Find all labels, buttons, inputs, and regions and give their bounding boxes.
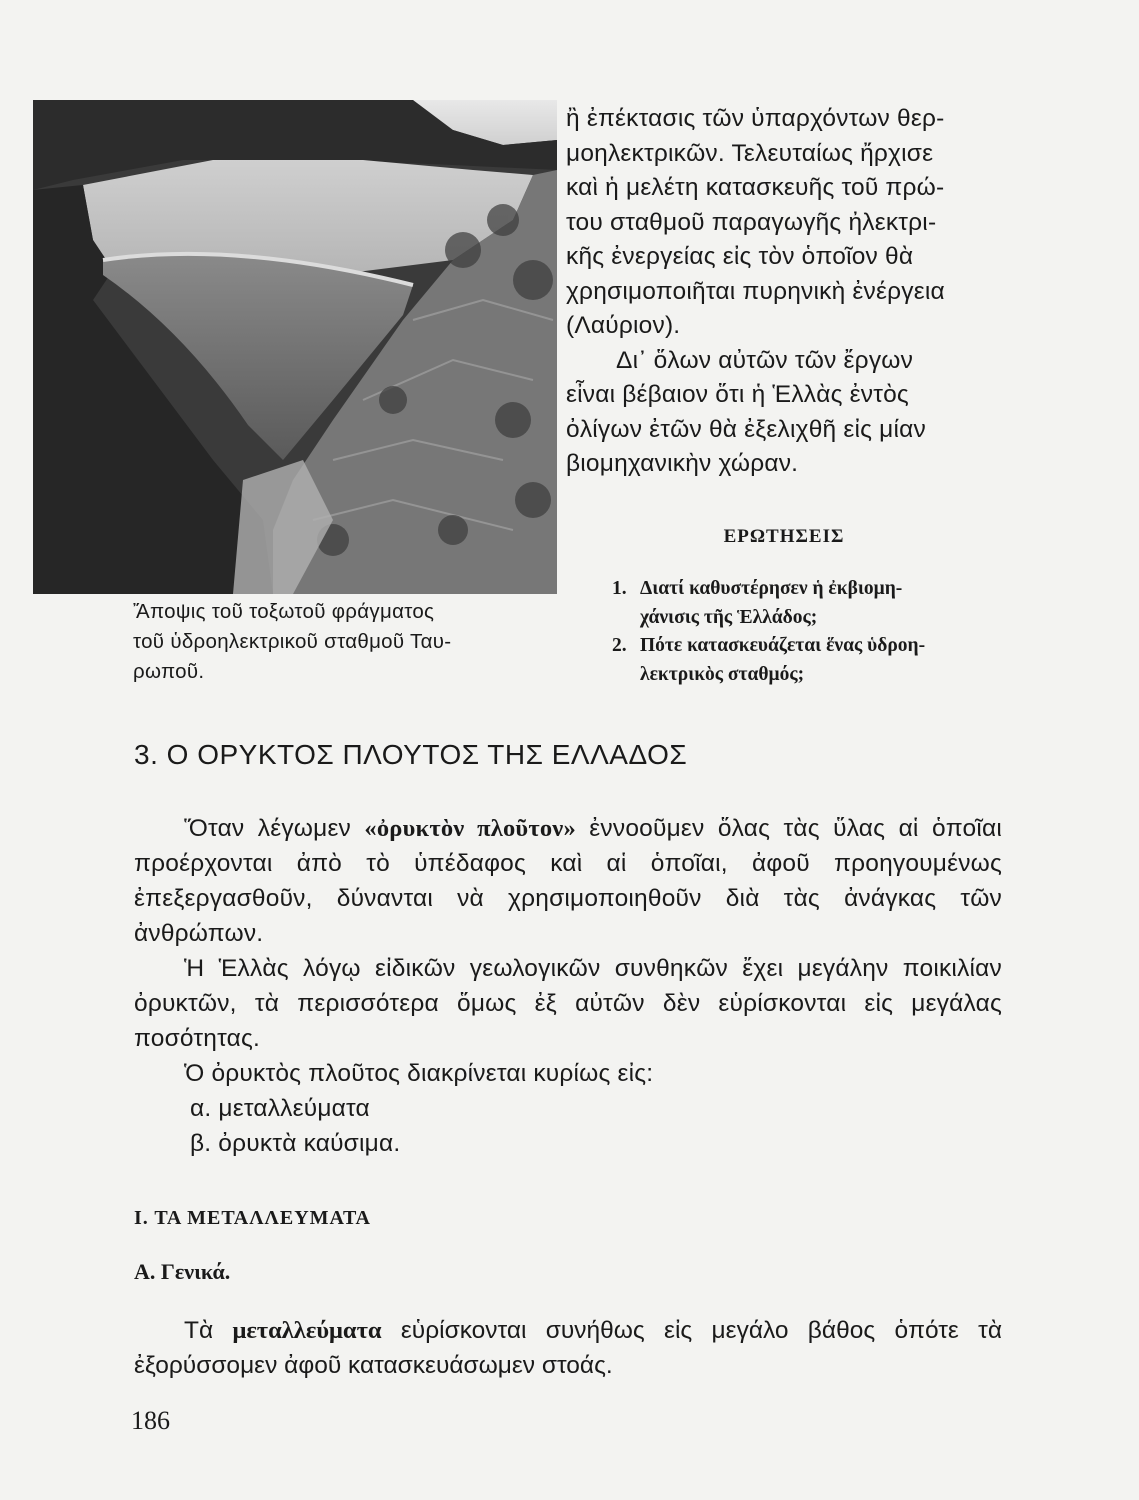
- final-paragraph: [134, 1313, 1002, 1383]
- questions-list: [612, 575, 1012, 689]
- question-number: 1.: [612, 578, 627, 599]
- dam-photo-image: [33, 100, 557, 594]
- caption-line: Ἄποψις τοῦ τοξωτοῦ φράγματος: [133, 600, 435, 623]
- paragraph: [134, 1313, 1002, 1383]
- list-item: α. μεταλλεύματα: [190, 1095, 370, 1122]
- subsection-heading: Ι. ΤΑ ΜΕΤΑΛΛΕΥΜΑΤΑ: [134, 1207, 371, 1229]
- paragraph: Ἡ Ἑλλὰς λόγῳ εἰδικῶν γεωλογικῶν συνθηκῶν ἔχει μεγάλην ποικιλίαν ὀρυκτῶν, τὰ περισσότερα ὅμως ἐξ αὐτῶν δὲν εὑρίσκονται εἰς μεγάλας ποσότητας.: [134, 955, 1002, 1052]
- section-title: 3. Ο ΟΡΥΚΤΟΣ ΠΛΟΥΤΟΣ ΤΗΣ ΕΛΛΑΔΟΣ: [134, 739, 688, 770]
- text-line: χρησιμοποιῆται πυρηνικὴ ἐνέργεια: [566, 277, 945, 305]
- questions-heading: ΕΡΩΤΗΣΕΙΣ: [723, 526, 845, 547]
- text-line: (Λαύριον).: [566, 312, 681, 339]
- text-line: του σταθμοῦ παραγωγῆς ἠλεκτρι-: [566, 208, 937, 236]
- page-number: 186: [131, 1406, 170, 1435]
- paragraph-text: ἐννοοῦμεν ὅλας τὰς ὕλας αἱ ὁποῖαι προέρχονται ἀπὸ τὸ ὑπέδαφος καὶ αἱ ὁποῖαι, ἀφοῦ προηγουμένως ἐπεξεργασθοῦν, δύνανται νὰ χρησιμοποιηθοῦν διὰ τὰς ἀνάγκας τῶν ἀνθρώπων.: [134, 815, 1003, 947]
- section-body: [134, 811, 1002, 1161]
- subsection-heading: Α. Γενικά.: [134, 1259, 231, 1284]
- photo-caption: [133, 597, 553, 687]
- text-line: κῆς ἐνεργείας εἰς τὸν ὁποῖον θὰ: [566, 243, 914, 270]
- paragraph: Ὁ ὀρυκτὸς πλοῦτος διακρίνεται κυρίως εἰς:: [184, 1060, 654, 1087]
- caption-line: ρωποῦ.: [133, 660, 205, 683]
- question-text: χάνισις τῆς Ἑλλάδος;: [640, 606, 818, 628]
- question-number: 2.: [612, 635, 627, 656]
- caption-line: τοῦ ὑδροηλεκτρικοῦ σταθμοῦ Ταυ-: [133, 630, 452, 653]
- text-line: μοηλεκτρικῶν. Τελευταίως ἤρχισε: [566, 139, 934, 167]
- bold-term: μεταλλεύματα: [232, 1317, 382, 1344]
- text-line: εἶναι βέβαιον ὅτι ἡ Ἑλλὰς ἐντὸς: [566, 381, 909, 408]
- question-item: [612, 575, 1012, 632]
- question-text: λεκτρικὸς σταθμός;: [640, 663, 805, 685]
- question-item: [612, 632, 1012, 689]
- list-item: β. ὀρυκτὰ καύσιμα.: [190, 1130, 401, 1157]
- question-text: Πότε κατασκευάζεται ἕνας ὑδροη-: [640, 635, 926, 656]
- dam-photo: [33, 100, 557, 594]
- right-column-text: [566, 102, 1002, 482]
- paragraph-text: Ὅταν λέγωμεν: [184, 815, 365, 842]
- bold-term: «ὀρυκτὸν πλοῦτον»: [364, 815, 576, 842]
- text-line: ὀλίγων ἐτῶν θὰ ἐξελιχθῆ εἰς μίαν: [566, 415, 926, 443]
- text-line: ἢ ἐπέκτασις τῶν ὑπαρχόντων θερ-: [566, 105, 945, 132]
- paragraph: [134, 811, 1002, 951]
- paragraph-text: Τὰ: [184, 1317, 233, 1344]
- paragraph-text: εὑρίσκονται συνήθως εἰς μεγάλο βάθος ὁπότε τὰ ἐξορύσσομεν ἀφοῦ κατασκευάσωμεν στοάς.: [134, 1317, 1003, 1379]
- text-line: Δι᾽ ὅλων αὐτῶν τῶν ἔργων: [616, 346, 914, 374]
- text-line: καὶ ἡ μελέτη κατασκευῆς τοῦ πρώ-: [566, 174, 945, 201]
- question-text: Διατί καθυστέρησεν ἡ ἐκβιομη-: [640, 578, 903, 599]
- text-line: βιομηχανικὴν χώραν.: [566, 450, 799, 477]
